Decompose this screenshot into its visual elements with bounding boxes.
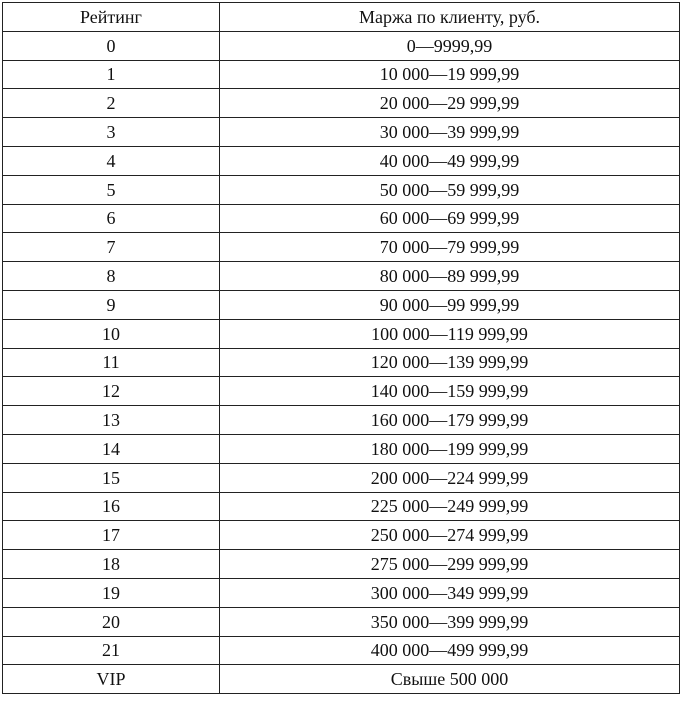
table-row: [3, 578, 680, 607]
margin-cell: 300 000—349 999,99: [220, 578, 680, 607]
table-row: [3, 233, 680, 262]
rating-cell: 2: [3, 89, 220, 118]
rating-cell: 18: [3, 550, 220, 579]
rating-cell: 10: [3, 319, 220, 348]
margin-cell: 30 000—39 999,99: [220, 118, 680, 147]
margin-cell: 200 000—224 999,99: [220, 463, 680, 492]
rating-cell: 16: [3, 492, 220, 521]
margin-cell: 120 000—139 999,99: [220, 348, 680, 377]
margin-cell: 80 000—89 999,99: [220, 262, 680, 291]
table-row: [3, 118, 680, 147]
table-row: [3, 175, 680, 204]
rating-cell: 7: [3, 233, 220, 262]
margin-cell: 20 000—29 999,99: [220, 89, 680, 118]
table-row: [3, 607, 680, 636]
table-row: [3, 521, 680, 550]
table-row: [3, 89, 680, 118]
margin-cell: 140 000—159 999,99: [220, 377, 680, 406]
margin-cell: Свыше 500 000: [220, 665, 680, 694]
rating-cell: 6: [3, 204, 220, 233]
rating-cell: 8: [3, 262, 220, 291]
header-rating: Рейтинг: [3, 3, 220, 32]
table-row: [3, 377, 680, 406]
rating-margin-table: [2, 2, 680, 694]
table-row: [3, 348, 680, 377]
table-row: [3, 636, 680, 665]
rating-cell: 1: [3, 60, 220, 89]
table-row: [3, 204, 680, 233]
table-row: [3, 60, 680, 89]
margin-cell: 100 000—119 999,99: [220, 319, 680, 348]
margin-cell: 160 000—179 999,99: [220, 406, 680, 435]
margin-cell: 40 000—49 999,99: [220, 146, 680, 175]
rating-cell: 3: [3, 118, 220, 147]
table-row: [3, 290, 680, 319]
table-row: [3, 406, 680, 435]
table-row: [3, 262, 680, 291]
rating-cell: 14: [3, 434, 220, 463]
rating-cell: VIP: [3, 665, 220, 694]
table-header: [3, 3, 680, 32]
rating-cell: 21: [3, 636, 220, 665]
rating-cell: 17: [3, 521, 220, 550]
rating-cell: 4: [3, 146, 220, 175]
margin-cell: 400 000—499 999,99: [220, 636, 680, 665]
margin-cell: 60 000—69 999,99: [220, 204, 680, 233]
header-row: [3, 3, 680, 32]
margin-cell: 10 000—19 999,99: [220, 60, 680, 89]
rating-cell: 12: [3, 377, 220, 406]
margin-cell: 350 000—399 999,99: [220, 607, 680, 636]
table-row: [3, 319, 680, 348]
margin-cell: 250 000—274 999,99: [220, 521, 680, 550]
rating-cell: 19: [3, 578, 220, 607]
rating-cell: 11: [3, 348, 220, 377]
table-row: [3, 146, 680, 175]
rating-cell: 15: [3, 463, 220, 492]
table-row: [3, 434, 680, 463]
rating-cell: 9: [3, 290, 220, 319]
rating-cell: 13: [3, 406, 220, 435]
margin-cell: 275 000—299 999,99: [220, 550, 680, 579]
rating-cell: 20: [3, 607, 220, 636]
table-row: [3, 550, 680, 579]
rating-cell: 0: [3, 31, 220, 60]
table-row: [3, 492, 680, 521]
margin-cell: 50 000—59 999,99: [220, 175, 680, 204]
margin-cell: 70 000—79 999,99: [220, 233, 680, 262]
margin-cell: 0—9999,99: [220, 31, 680, 60]
table-body: [3, 31, 680, 693]
rating-cell: 5: [3, 175, 220, 204]
table-row: [3, 665, 680, 694]
margin-cell: 90 000—99 999,99: [220, 290, 680, 319]
margin-cell: 180 000—199 999,99: [220, 434, 680, 463]
header-margin: Маржа по клиенту, руб.: [220, 3, 680, 32]
margin-cell: 225 000—249 999,99: [220, 492, 680, 521]
table-row: [3, 463, 680, 492]
table-row: [3, 31, 680, 60]
